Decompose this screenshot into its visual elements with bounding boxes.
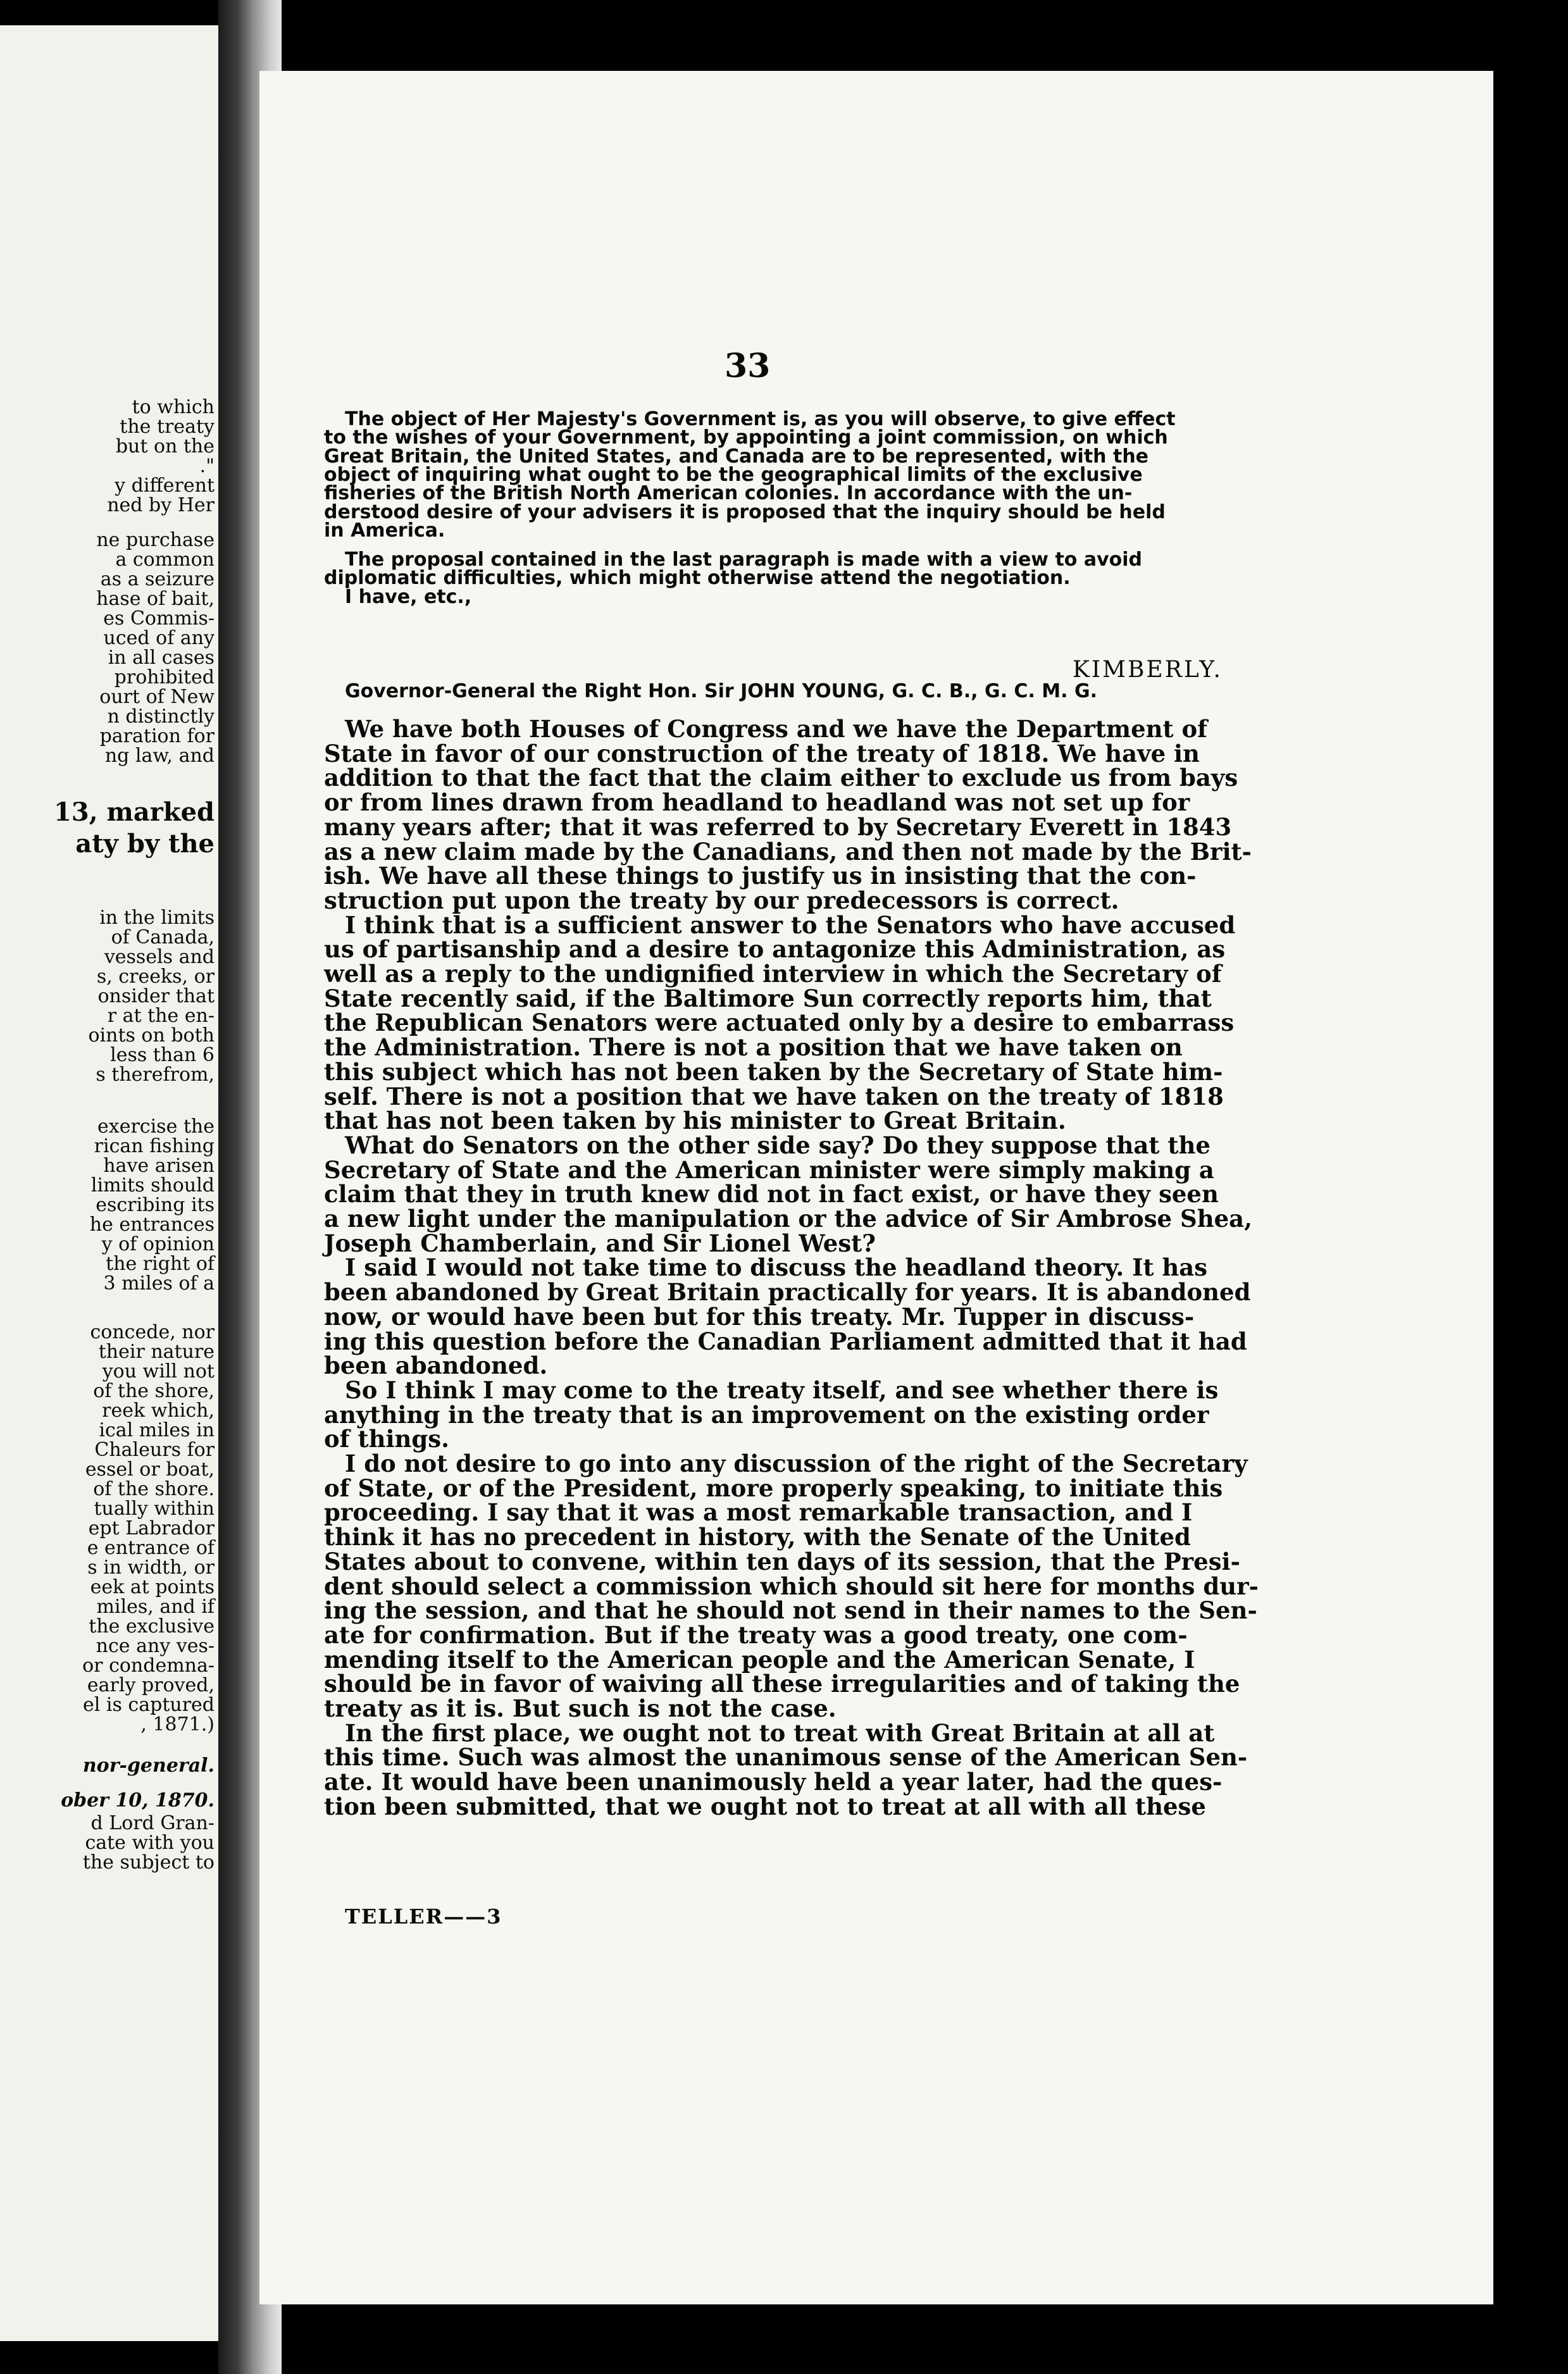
left-page-line: rican fishing — [94, 1135, 215, 1157]
left-page-line: the subject to — [82, 1851, 215, 1874]
body-line: us of partisanship and a desire to antagonize this Administration, as — [324, 935, 1226, 964]
body-line: I do not desire to go into any discussion of the right of the Secretary — [345, 1450, 1248, 1477]
right-border — [1493, 0, 1568, 2374]
body-line: of things. — [324, 1425, 450, 1453]
letter-line: object of inquiring what ought to be the geographical limits of the exclusive — [324, 463, 1143, 486]
page-number: 33 — [725, 347, 771, 385]
body-line: I said I would not take time to discuss the headland theory. It has — [345, 1253, 1208, 1282]
left-page-line: eek at points — [90, 1576, 215, 1598]
left-page-line: paration for — [99, 725, 215, 747]
body-line: that has not been taken by his minister to Great Britain. — [324, 1107, 1066, 1135]
left-page-line: essel or boat, — [85, 1458, 215, 1481]
left-page-line: ." — [199, 455, 215, 477]
left-page-line: nce any ves- — [96, 1635, 215, 1657]
signature: KIMBERLY. — [1073, 657, 1223, 683]
body-line: been abandoned. — [324, 1352, 548, 1380]
left-page-line: as a seizure — [100, 568, 215, 590]
left-page-line: uced of any — [103, 627, 215, 649]
left-page-line: y of opinion — [101, 1233, 215, 1255]
body-line: dent should select a commission which should sit here for months dur- — [324, 1572, 1259, 1600]
left-page-line: el is captured — [83, 1694, 215, 1716]
left-page-line: ne purchase — [96, 529, 215, 551]
left-page-line: ept Labrador — [88, 1517, 215, 1539]
body-line: States about to convene, within ten days of its session, that the Presi- — [324, 1547, 1240, 1575]
left-page-line: in all cases — [108, 647, 215, 669]
body-line: as a new claim made by the Canadians, and then not made by the Brit- — [324, 837, 1252, 866]
left-page-line: s therefrom, — [96, 1064, 215, 1086]
left-page-line: escribing its — [96, 1194, 215, 1216]
letter-line: derstood desire of your advisers it is proposed that the inquiry should be held — [324, 500, 1166, 523]
left-page-line: early proved, — [87, 1674, 215, 1696]
body-line: the Republican Senators were actuated only by a desire to embarrass — [324, 1009, 1235, 1037]
left-page-line: 13, marked — [54, 797, 215, 827]
body-line: So I think I may come to the treaty itself, and see whether there is — [345, 1376, 1219, 1404]
left-page-line: the right of — [106, 1253, 215, 1275]
left-page-line: the treaty — [120, 416, 215, 438]
left-page-line: r at the en- — [107, 1005, 215, 1027]
body-line: a new light under the manipulation or the advice of Sir Ambrose Shea, — [324, 1205, 1252, 1233]
body-line: Secretary of State and the American minister were simply making a — [324, 1155, 1214, 1184]
body-line: or from lines drawn from headland to headland was not set up for — [324, 788, 1190, 817]
left-page-line: exercise the — [97, 1116, 215, 1138]
left-page-line: ng law, and — [104, 745, 215, 767]
left-page-line: but on the — [115, 435, 215, 457]
left-page-line: ober 10, 1870. — [61, 1789, 215, 1812]
body-line: treaty as it is. But such is not the case. — [324, 1694, 837, 1722]
letter-line: The object of Her Majesty's Government is, as you will observe, to give effect — [345, 408, 1176, 430]
letter-line: The proposal contained in the last paragraph is made with a view to avoid — [345, 549, 1143, 571]
left-page-line: n distinctly — [107, 705, 215, 728]
body-line: ate for confirmation. But if the treaty was a good treaty, one com- — [324, 1620, 1188, 1649]
body-line: addition to that the fact that the claim either to exclude us from bays — [324, 764, 1238, 792]
body-line: been abandoned by Great Britain practically for years. It is abandoned — [324, 1278, 1251, 1307]
body-line: claim that they in truth knew did not in fact exist, or have they seen — [324, 1180, 1219, 1209]
left-page-line: cate with you — [85, 1832, 215, 1854]
left-page-line: ourt of New — [99, 686, 215, 708]
body-line: this subject which has not been taken by the Secretary of State him- — [324, 1057, 1223, 1086]
left-page-line: onsider that — [97, 985, 215, 1007]
left-page-line: , 1871.) — [140, 1713, 215, 1736]
left-page-line: 3 miles of a — [103, 1272, 215, 1295]
body-line: What do Senators on the other side say? Do they suppose that the — [345, 1131, 1210, 1159]
body-line: State recently said, if the Baltimore Sun correctly reports him, that — [324, 984, 1212, 1012]
body-line: think it has no precedent in history, with the Senate of the United — [324, 1523, 1191, 1551]
letter-line: diplomatic difficulties, which might otherwise attend the negotiation. — [324, 567, 1071, 590]
letter-line: in America. — [324, 519, 445, 542]
body-line: should be in favor of waiving all these irregularities and of taking the — [324, 1670, 1240, 1698]
letter-line: I have, etc., — [345, 585, 472, 608]
left-page-line: s, creeks, or — [96, 966, 215, 988]
left-page-line: a common — [115, 549, 215, 571]
body-line: I think that is a sufficient answer to the Senators who have accused — [345, 910, 1236, 939]
left-page-line: or condemna- — [82, 1655, 215, 1677]
left-page-line: of Canada, — [111, 926, 215, 948]
footer-signature-mark: TELLER——3 — [345, 1905, 502, 1929]
left-page-line: he entrances — [89, 1214, 215, 1236]
left-page-line: es Commis- — [103, 607, 215, 630]
left-page-line: less than 6 — [110, 1044, 215, 1066]
addressee: Governor-General the Right Hon. Sir JOHN YOUNG, G. C. B., G. C. M. G. — [345, 680, 1097, 702]
left-page-line: concede, nor — [90, 1321, 215, 1343]
body-line: proceeding. I say that it was a most remarkable transaction, and I — [324, 1498, 1193, 1527]
left-page-line: limits should — [90, 1174, 215, 1196]
left-page-line: e entrance of — [87, 1537, 215, 1559]
body-line: of State, or of the President, more properly speaking, to initiate this — [324, 1474, 1223, 1502]
body-line: struction put upon the treaty by our predecessors is correct. — [324, 886, 1119, 914]
left-page-line: s in width, or — [87, 1557, 215, 1579]
body-line: ing the session, and that he should not send in their names to the Sen- — [324, 1596, 1257, 1625]
body-line: mending itself to the American people and the American Senate, I — [324, 1645, 1195, 1674]
left-page-line: oints on both — [88, 1024, 215, 1047]
left-page-line: nor-general. — [82, 1755, 215, 1777]
body-line: ate. It would have been unanimously held a year later, had the ques- — [324, 1768, 1223, 1796]
left-page-line: tually within — [94, 1498, 215, 1520]
left-page-line: to which — [132, 396, 215, 418]
body-line: many years after; that it was referred to by Secretary Everett in 1843 — [324, 812, 1232, 841]
body-line: well as a reply to the undignified interview in which the Secretary of — [324, 960, 1222, 988]
letter-line: fisheries of the British North American colonies. In accordance with the un- — [324, 482, 1133, 505]
left-page-line: prohibited — [114, 666, 215, 688]
letter-line: to the wishes of your Government, by appointing a joint commission, on which — [324, 426, 1168, 449]
left-page-line: hase of bait, — [96, 588, 215, 610]
body-line: the Administration. There is not a position that we have taken on — [324, 1033, 1183, 1062]
left-page-line: vessels and — [104, 946, 215, 968]
left-page-line: d Lord Gran- — [90, 1812, 215, 1834]
left-page-line: miles, and if — [96, 1596, 215, 1618]
left-page-line: their nature — [98, 1341, 215, 1363]
body-line: In the first place, we ought not to treat with Great Britain at all at — [345, 1718, 1215, 1747]
body-line: ish. We have all these things to justify us in insisting that the con- — [324, 862, 1197, 890]
body-line: anything in the treaty that is an improvement on the existing order — [324, 1400, 1209, 1429]
left-page-line: in the limits — [99, 907, 215, 929]
left-page-line: reek which, — [102, 1400, 215, 1422]
letter-line: Great Britain, the United States, and Canada are to be represented, with the — [324, 445, 1149, 468]
body-line: self. There is not a position that we have taken on the treaty of 1818 — [324, 1082, 1224, 1110]
body-line: this time. Such was almost the unanimous sense of the American Sen- — [324, 1743, 1248, 1772]
body-line: State in favor of our construction of the treaty of 1818. We have in — [324, 739, 1200, 768]
left-page-line: ned by Her — [107, 494, 215, 516]
body-line: tion been submitted, that we ought not to treat at all with all these — [324, 1792, 1206, 1820]
body-line: ing this question before the Canadian Parliament admitted that it had — [324, 1327, 1247, 1355]
left-page-line: ical miles in — [99, 1419, 215, 1441]
left-page-line: of the shore, — [93, 1380, 215, 1402]
body-line: We have both Houses of Congress and we have the Department of — [345, 715, 1208, 743]
left-page-line: you will not — [102, 1360, 215, 1383]
left-page-line: y different — [115, 475, 215, 497]
body-line: Joseph Chamberlain, and Sir Lionel West? — [324, 1229, 876, 1257]
left-page-line: aty by the — [75, 829, 215, 859]
left-facing-page — [0, 25, 218, 2341]
left-page-line: of the shore. — [93, 1478, 215, 1500]
body-line: now, or would have been but for this treaty. Mr. Tupper in discuss- — [324, 1302, 1195, 1331]
left-page-line: the exclusive — [89, 1615, 215, 1638]
left-page-line: have arisen — [103, 1155, 215, 1177]
left-page-line: Chaleurs for — [94, 1439, 215, 1461]
